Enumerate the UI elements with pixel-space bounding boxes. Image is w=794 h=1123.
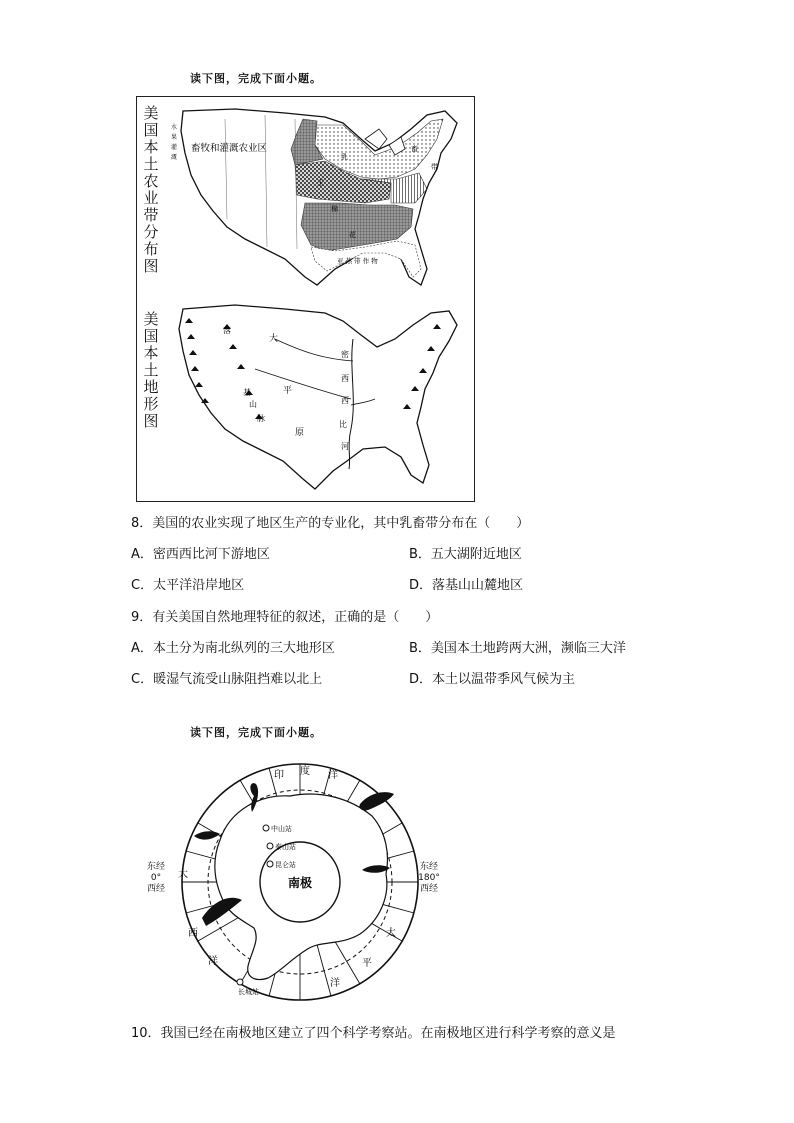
indian-ocean-label: 印 xyxy=(274,770,284,781)
lon-right-label: 东经 180° 西经 xyxy=(418,862,440,894)
svg-text:比: 比 xyxy=(339,420,347,429)
svg-text:花: 花 xyxy=(349,231,356,239)
q8-stem: 8．美国的农业实现了地区生产的专业化，其中乳畜带分布在（ ） xyxy=(131,516,530,531)
mississippi-label: 密 xyxy=(341,350,349,359)
terrain-map-title: 美国本土地形图 xyxy=(143,310,159,430)
q9-option-a[interactable]: A．本土分为南北纵列的三大地形区 xyxy=(131,641,335,656)
svg-text:果: 果 xyxy=(171,134,178,141)
svg-text:度: 度 xyxy=(300,766,310,777)
south-pole-label: 南极 xyxy=(287,876,313,890)
svg-text:脉: 脉 xyxy=(257,414,265,423)
svg-text:洋: 洋 xyxy=(330,978,340,989)
svg-text:西: 西 xyxy=(341,396,349,405)
svg-text:洋: 洋 xyxy=(208,956,218,967)
q8-option-a[interactable]: A．密西西比河下游地区 xyxy=(131,547,270,562)
q9-option-b[interactable]: B．美国本土地跨两大洲，濒临三大洋 xyxy=(409,641,626,656)
ranch-label: 畜牧和灌溉农业区 xyxy=(191,143,268,154)
us-terrain-map xyxy=(165,299,471,499)
subtropical-label: 亚 热 带 作 物 xyxy=(337,257,378,265)
svg-text:山: 山 xyxy=(249,400,257,409)
rocky-label: 落 xyxy=(223,326,231,335)
svg-text:基: 基 xyxy=(243,388,251,397)
corn-label: 玉 xyxy=(317,179,324,187)
station-changcheng: 长城站 xyxy=(238,988,259,996)
q9-option-d[interactable]: D．本土以温带季风气候为主 xyxy=(409,672,576,687)
station-zhongshan: 中山站 xyxy=(271,825,292,833)
svg-text:西: 西 xyxy=(341,374,349,383)
q8-option-c[interactable]: C．太平洋沿岸地区 xyxy=(131,578,245,593)
lon-left-label: 东经 0° 西经 xyxy=(146,862,165,894)
svg-text:带: 带 xyxy=(431,163,438,171)
agri-map-title: 美国本土农业带分布图 xyxy=(143,104,159,275)
svg-text:洋: 洋 xyxy=(328,770,338,781)
us-terrain-outline xyxy=(179,305,457,489)
svg-text:西: 西 xyxy=(188,928,198,939)
station-kunlun: 昆仑站 xyxy=(275,861,296,869)
atlantic-ocean-label: 大 xyxy=(178,869,188,880)
station-taishan: 泰山站 xyxy=(275,843,296,851)
instruction-2: 读下图，完成下面小题。 xyxy=(190,726,322,739)
us-agriculture-map xyxy=(165,99,471,299)
svg-text:河: 河 xyxy=(341,442,349,451)
dairy-label: 乳 xyxy=(341,153,348,161)
pacific-label: 水 xyxy=(171,124,178,131)
plains-label: 大 xyxy=(269,334,279,344)
antarctica-map xyxy=(150,750,450,1010)
us-maps-figure xyxy=(136,96,475,502)
cotton-label: 棉 xyxy=(331,205,338,213)
q10-stem: 10．我国已经在南极地区建立了四个科学考察站。在南极地区进行科学考察的意义是 xyxy=(131,1026,616,1041)
pacific-ocean-label: 太 xyxy=(386,928,396,939)
svg-text:灌: 灌 xyxy=(171,144,178,151)
svg-text:平: 平 xyxy=(362,958,372,969)
q9-stem: 9．有关美国自然地理特征的叙述，正确的是（ ） xyxy=(131,610,439,625)
svg-text:原: 原 xyxy=(295,428,305,438)
svg-text:溉: 溉 xyxy=(171,154,178,161)
q8-option-b[interactable]: B．五大湖附近地区 xyxy=(409,547,522,562)
q9-option-c[interactable]: C．暖湿气流受山脉阻挡难以北上 xyxy=(131,672,323,687)
svg-text:平: 平 xyxy=(283,386,293,396)
instruction-1: 读下图，完成下面小题。 xyxy=(190,72,322,85)
svg-text:畜: 畜 xyxy=(411,145,418,153)
q8-option-d[interactable]: D．落基山山麓地区 xyxy=(409,578,524,593)
